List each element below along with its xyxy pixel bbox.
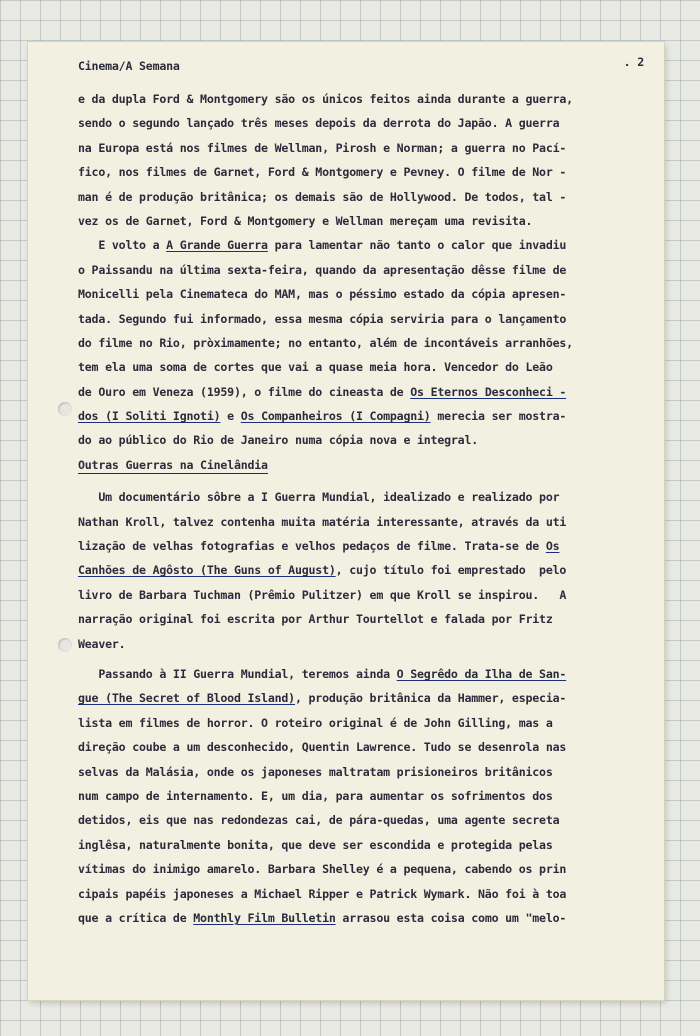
text-line: man é de produção britânica; os demais são de Hollywood. De todos, tal - <box>78 189 567 204</box>
text-line: fico, nos filmes de Garnet, Ford & Montgomery e Pevney. O filme de Nor - <box>78 165 567 180</box>
text-line: sendo o segundo lançado três meses depois da derrota do Japão. A guerra <box>78 116 560 131</box>
text-line: cipais papéis japoneses a Michael Ripper e Patrick Wymark. Não foi à toa <box>78 886 567 901</box>
text-line: na Europa está nos filmes de Wellman, Pirosh e Norman; a guerra no Pací- <box>78 140 567 155</box>
text-line: inglêsa, naturalmente bonita, que deve ser escondida e protegida pelas <box>78 837 553 852</box>
page-text <box>78 55 644 930</box>
text-run: E volto a <box>78 238 167 253</box>
text-line: narração original foi escrita por Arthur Tourtellot e falada por Fritz <box>78 612 553 627</box>
film-title-underlined: O Segrêdo da Ilha de San- <box>396 666 567 681</box>
text-line <box>78 558 644 582</box>
text-line <box>78 380 644 404</box>
text-line <box>78 233 644 257</box>
text-line: num campo de internamento. E, um dia, para aumentar os sofrimentos dos <box>78 788 553 803</box>
text-line <box>78 686 644 710</box>
film-title-underlined: Os Eternos Desconheci - <box>410 384 567 399</box>
section-heading: Outras Guerras na Cinelândia <box>78 457 268 472</box>
text-line: do filme no Rio, pròximamente; no entanto, além de incontáveis arranhões, <box>78 335 573 350</box>
text-run: e <box>220 409 241 424</box>
film-title-underlined: gue (The Secret of Blood Island) <box>78 691 295 706</box>
text-run: arrasou esta coisa como um "melo- <box>335 910 567 925</box>
text-line <box>78 662 644 686</box>
text-line: e da dupla Ford & Montgomery são os únicos feitos ainda durante a guerra, <box>78 92 573 106</box>
punch-hole <box>58 638 72 652</box>
punch-hole <box>58 402 72 416</box>
text-run: merecia ser mostra- <box>430 409 567 424</box>
typewritten-page <box>28 42 664 1000</box>
text-run: lização de velhas fotografias e velhos pedaços de filme. Trata-se de <box>78 539 546 554</box>
text-run: Passando à II Guerra Mundial, teremos ainda <box>78 666 397 681</box>
text-line: tada. Segundo fui informado, essa mesma cópia serviria para o lançamento <box>78 311 567 326</box>
text-line: vez os de Garnet, Ford & Montgomery e Wellman mereçam uma revisita. <box>78 213 533 228</box>
text-line: Um documentário sôbre a I Guerra Mundial, idealizado e realizado por <box>78 490 560 505</box>
text-run: que a crítica de <box>78 910 194 925</box>
film-title-underlined: dos (I Soliti Ignoti) <box>78 409 221 424</box>
film-title-underlined: Os <box>545 539 560 554</box>
publication-title-underlined: Monthly Film Bulletin <box>193 910 336 925</box>
text-line <box>78 906 644 930</box>
text-line: vítimas do inimigo amarelo. Barbara Shelley é a pequena, cabendo os prin <box>78 862 567 877</box>
text-line: Weaver. <box>78 636 126 651</box>
text-line: selvas da Malásia, onde os japoneses maltratam prisioneiros britânicos <box>78 764 553 779</box>
text-line: o Paissandu na última sexta-feira, quando da apresentação dêsse filme de <box>78 262 567 277</box>
text-line: Nathan Kroll, talvez contenha muita matéria interessante, através da uti <box>78 514 567 529</box>
text-line <box>78 404 644 428</box>
film-title-underlined: Canhões de Agôsto (The Guns of August) <box>78 563 336 578</box>
text-run: , cujo título foi emprestado pelo <box>335 563 567 578</box>
text-line: direção coube a um desconhecido, Quentin Lawrence. Tudo se desenrola nas <box>78 740 567 755</box>
text-line: tem ela uma soma de cortes que vai a quase meia hora. Vencedor do Leão <box>78 360 553 375</box>
film-title-underlined: A Grande Guerra <box>166 238 268 253</box>
text-line: lista em filmes de horror. O roteiro original é de John Gilling, mas a <box>78 715 553 730</box>
page-number: . 2 <box>623 55 644 69</box>
film-title-underlined: Os Companheiros (I Compagni) <box>240 409 431 424</box>
section-title: Cinema/A Semana <box>78 59 180 73</box>
text-run: , produção britânica da Hammer, especia- <box>294 691 567 706</box>
section-heading-line <box>78 453 644 477</box>
text-line: Monicelli pela Cinemateca do MAM, mas o péssimo estado da cópia apresen- <box>78 287 567 302</box>
text-run: de Ouro em Veneza (1959), o filme do cineasta de <box>78 384 411 399</box>
text-line: detidos, eis que nas redondezas cai, de pára-quedas, uma agente secreta <box>78 813 560 828</box>
text-line: livro de Barbara Tuchman (Prêmio Pulitzer) em que Kroll se inspirou. A <box>78 587 567 602</box>
text-line: do ao público do Rio de Janeiro numa cópia nova e integral. <box>78 433 479 448</box>
page-header <box>78 55 644 81</box>
text-line <box>78 534 644 558</box>
text-run: para lamentar não tanto o calor que invadiu <box>267 238 567 253</box>
